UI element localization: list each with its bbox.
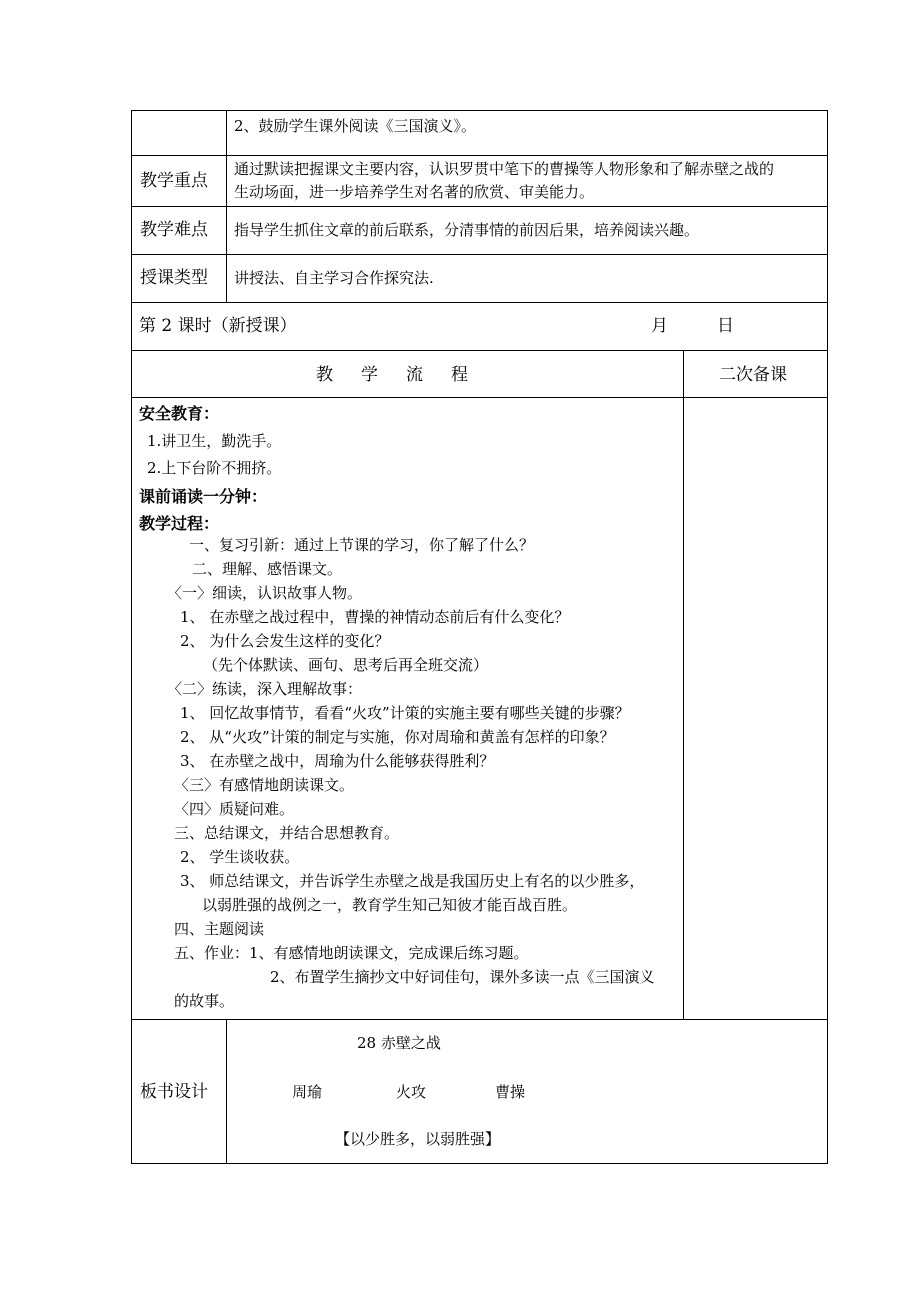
row-divider — [131, 397, 828, 398]
process-line: 以弱胜强的战例之一，教育学生知己知彼才能百战百胜。 — [202, 896, 578, 914]
board-design-label: 板书设计 — [140, 1082, 208, 1102]
process-line: 一、复习引新：通过上节课的学习，你了解了什么？ — [189, 536, 535, 554]
process-line: 1、 回忆故事情节，看看“火攻”计策的实施主要有哪些关键的步骤？ — [180, 704, 630, 722]
teaching-flow-header: 教学流程 — [316, 365, 496, 385]
goal-text: 2、鼓励学生课外阅读《三国演义》。 — [234, 117, 477, 135]
row-divider — [131, 1019, 828, 1020]
lesson-number: 第 2 课时（新授课） — [139, 316, 297, 336]
safety-item: 1.讲卫生，勤洗手。 — [147, 432, 282, 450]
process-line: 〈二〉练读，深入理解故事： — [167, 680, 363, 698]
process-line: 〈一〉细读，认识故事人物。 — [167, 584, 363, 602]
row-divider — [131, 350, 828, 351]
board-name: 周瑜 — [292, 1083, 323, 1101]
row-divider — [131, 254, 828, 255]
table-border — [131, 1163, 828, 1164]
process-line: 2、 为什么会发生这样的变化？ — [180, 632, 390, 650]
col-divider — [226, 110, 227, 302]
process-title: 教学过程： — [139, 514, 220, 533]
table-border — [131, 110, 828, 111]
safety-title: 安全教育： — [139, 404, 220, 423]
row-divider — [131, 206, 828, 207]
process-line: 〈三〉有感情地朗读课文。 — [174, 776, 355, 794]
process-line: 四、主题阅读 — [174, 920, 265, 938]
safety-item: 2.上下台阶不拥挤。 — [147, 459, 282, 477]
row-divider — [131, 155, 828, 156]
process-line: 三、总结课文，并结合思想教育。 — [174, 824, 400, 842]
month-label: 月 — [651, 316, 668, 336]
key-points-label: 教学重点 — [140, 171, 208, 191]
col-divider — [683, 350, 684, 1019]
teaching-type-label: 授课类型 — [140, 268, 208, 288]
process-line: 2、 从“火攻”计策的制定与实施，你对周瑜和黄盖有怎样的印象？ — [180, 728, 615, 746]
process-line: 二、理解、感悟课文。 — [192, 560, 343, 578]
key-points-text: 通过默读把握课文主要内容，认识罗贯中笔下的曹操等人物形象和了解赤壁之战的 — [234, 160, 775, 178]
second-prep-header: 二次备课 — [719, 365, 787, 385]
key-points-text: 生动场面，进一步培养学生对名著的欣赏、审美能力。 — [234, 183, 595, 201]
day-label: 日 — [717, 316, 734, 336]
row-divider — [131, 302, 828, 303]
table-border — [827, 110, 828, 1164]
process-line: 2、布置学生摘抄文中好词佳句，课外多读一点《三国演义 — [270, 968, 655, 986]
process-line: 的故事。 — [174, 992, 235, 1010]
recite-title: 课前诵读一分钟： — [139, 487, 268, 506]
process-line: 3、 在赤壁之战中，周瑜为什么能够获得胜利？ — [180, 752, 495, 770]
board-title: 28 赤壁之战 — [357, 1034, 441, 1052]
teaching-type-text: 讲授法、自主学习合作探究法. — [234, 269, 434, 287]
difficulty-text: 指导学生抓住文章的前后联系，分清事情的前因后果，培养阅读兴趣。 — [234, 221, 700, 239]
process-line: 2、 学生谈收获。 — [180, 848, 300, 866]
process-line: 3、 师总结课文，并告诉学生赤壁之战是我国历史上有名的以少胜多， — [180, 872, 645, 890]
col-divider — [226, 1019, 227, 1163]
process-line: 五、作业：1、有感情地朗读课文，完成课后练习题。 — [174, 944, 529, 962]
board-name: 火攻 — [396, 1083, 427, 1101]
board-summary: 【以少胜多，以弱胜强】 — [335, 1130, 501, 1148]
process-line: 1、 在赤壁之战过程中，曹操的神情动态前后有什么变化？ — [180, 608, 570, 626]
table-border — [131, 110, 132, 1164]
process-line: （先个体默读、画句、思考后再全班交流） — [203, 656, 489, 674]
difficulty-label: 教学难点 — [140, 220, 208, 240]
process-line: 〈四〉质疑问难。 — [174, 800, 295, 818]
board-name: 曹操 — [495, 1083, 526, 1101]
